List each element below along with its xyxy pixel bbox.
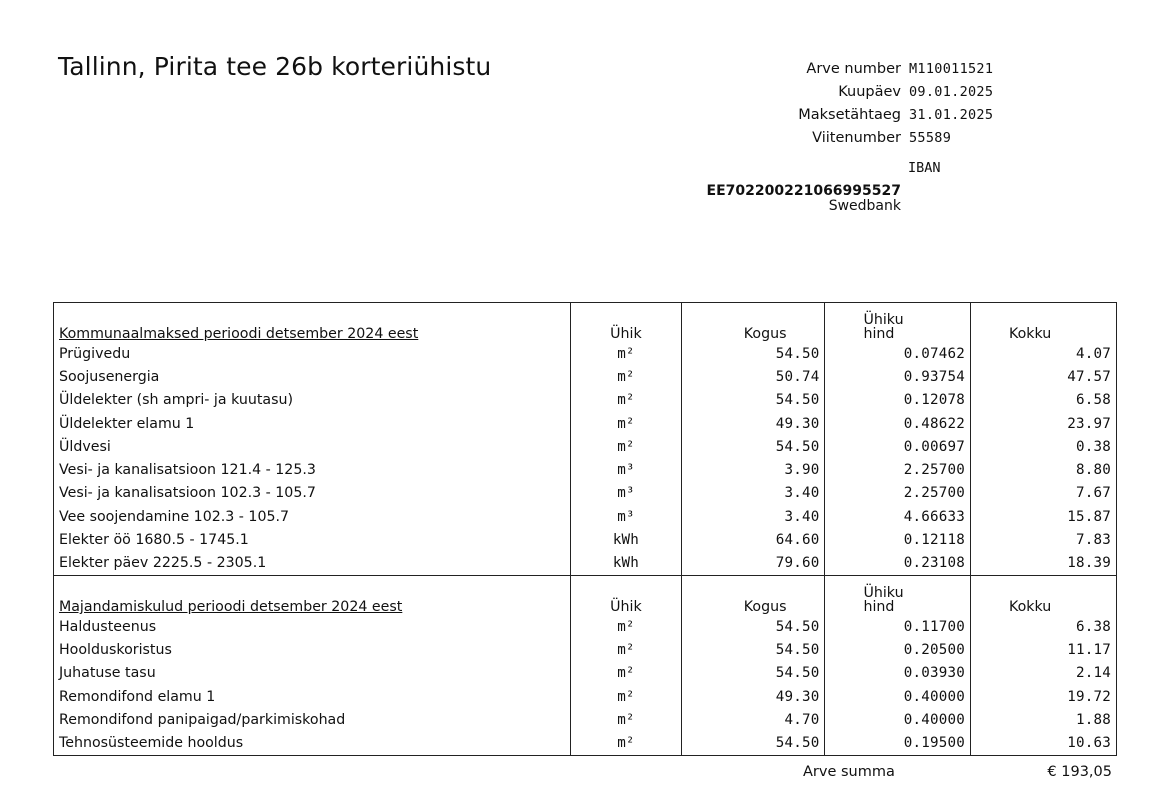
row-description: Tehnosüsteemide hooldus [54, 731, 571, 755]
row-quantity: 54.50 [681, 435, 825, 458]
meta-value: 55589 [909, 130, 952, 146]
table-row [54, 458, 1117, 481]
row-description: Haldusteenus [54, 615, 571, 638]
iban-number: EE702200221066995527 [706, 183, 901, 199]
table-row [54, 638, 1117, 661]
row-description: Elekter päev 2225.5 - 2305.1 [54, 552, 571, 576]
bank-name: Swedbank [828, 198, 901, 214]
row-total: 10.63 [970, 731, 1116, 755]
row-quantity: 54.50 [681, 638, 825, 661]
row-unit: m² [571, 731, 682, 755]
table-row [54, 685, 1117, 708]
row-description: Remondifond elamu 1 [54, 685, 571, 708]
row-total: 4.07 [970, 342, 1116, 365]
row-quantity: 3.90 [681, 458, 825, 481]
row-unit: m² [571, 638, 682, 661]
row-unit-price: 2.25700 [825, 482, 971, 505]
table-row [54, 662, 1117, 685]
row-unit-price: 0.07462 [825, 342, 971, 365]
meta-value: 31.01.2025 [909, 107, 994, 123]
row-unit: kWh [571, 528, 682, 551]
row-unit: m³ [571, 482, 682, 505]
row-unit: m³ [571, 458, 682, 481]
row-unit-price: 0.12118 [825, 528, 971, 551]
row-total: 18.39 [970, 552, 1116, 576]
row-unit: m² [571, 615, 682, 638]
column-header-total: Kokku [970, 303, 1116, 343]
row-description: Hoolduskoristus [54, 638, 571, 661]
meta-row-reference-number [700, 127, 1020, 150]
meta-label: Kuupäev [838, 84, 901, 100]
section-header-row [54, 575, 1117, 615]
row-description: Vee soojendamine 102.3 - 105.7 [54, 505, 571, 528]
table-row [54, 552, 1117, 576]
row-total: 23.97 [970, 412, 1116, 435]
column-header-unit-price [825, 303, 971, 343]
row-unit-price: 0.40000 [825, 685, 971, 708]
column-header-unit: Ühik [571, 303, 682, 343]
row-quantity: 49.30 [681, 685, 825, 708]
row-unit-price: 0.11700 [825, 615, 971, 638]
row-unit-price: 0.03930 [825, 662, 971, 685]
row-quantity: 79.60 [681, 552, 825, 576]
row-description: Vesi- ja kanalisatsioon 121.4 - 125.3 [54, 458, 571, 481]
meta-value: M110011521 [909, 61, 994, 77]
row-quantity: 54.50 [681, 731, 825, 755]
row-total: 7.67 [970, 482, 1116, 505]
row-description: Elekter öö 1680.5 - 1745.1 [54, 528, 571, 551]
invoice-title: Tallinn, Pirita tee 26b korteriühistu [58, 52, 492, 81]
section-title: Kommunaalmaksed perioodi detsember 2024 eest [54, 303, 571, 343]
row-quantity: 4.70 [681, 708, 825, 731]
row-unit: m² [571, 662, 682, 685]
table-row [54, 365, 1117, 388]
table-row [54, 708, 1117, 731]
unit-price-header-line1: Ühiku [863, 584, 904, 601]
column-header-quantity: Kogus [681, 303, 825, 343]
row-description: Remondifond panipaigad/parkimiskohad [54, 708, 571, 731]
table-row [54, 389, 1117, 412]
column-header-unit-price [825, 575, 971, 615]
row-total: 6.58 [970, 389, 1116, 412]
table-row [54, 435, 1117, 458]
column-header-quantity: Kogus [681, 575, 825, 615]
row-unit-price: 2.25700 [825, 458, 971, 481]
row-total: 11.17 [970, 638, 1116, 661]
row-unit: m² [571, 342, 682, 365]
row-total: 15.87 [970, 505, 1116, 528]
row-total: 6.38 [970, 615, 1116, 638]
meta-row-due-date [700, 104, 1020, 127]
row-description: Juhatuse tasu [54, 662, 571, 685]
row-quantity: 49.30 [681, 412, 825, 435]
section-header-row [54, 303, 1117, 343]
section-title: Majandamiskulud perioodi detsember 2024 eest [54, 575, 571, 615]
row-total: 0.38 [970, 435, 1116, 458]
row-unit-price: 0.12078 [825, 389, 971, 412]
meta-label: Viitenumber [812, 130, 901, 146]
row-unit-price: 0.19500 [825, 731, 971, 755]
row-description: Vesi- ja kanalisatsioon 102.3 - 105.7 [54, 482, 571, 505]
row-quantity: 54.50 [681, 342, 825, 365]
invoice-meta [700, 58, 1020, 150]
invoice-table [53, 302, 1117, 756]
row-unit-price: 0.00697 [825, 435, 971, 458]
row-unit: m³ [571, 505, 682, 528]
row-total: 2.14 [970, 662, 1116, 685]
row-unit-price: 0.23108 [825, 552, 971, 576]
row-quantity: 64.60 [681, 528, 825, 551]
row-total: 8.80 [970, 458, 1116, 481]
row-total: 47.57 [970, 365, 1116, 388]
row-description: Üldelekter (sh ampri- ja kuutasu) [54, 389, 571, 412]
row-unit-price: 0.93754 [825, 365, 971, 388]
table-row [54, 615, 1117, 638]
row-unit-price: 0.40000 [825, 708, 971, 731]
meta-label: Arve number [806, 61, 901, 77]
row-unit: m² [571, 685, 682, 708]
row-description: Üldelekter elamu 1 [54, 412, 571, 435]
row-unit: m² [571, 435, 682, 458]
row-unit-price: 4.66633 [825, 505, 971, 528]
table-row [54, 342, 1117, 365]
row-quantity: 54.50 [681, 615, 825, 638]
table-row [54, 505, 1117, 528]
row-quantity: 3.40 [681, 505, 825, 528]
row-quantity: 3.40 [681, 482, 825, 505]
unit-price-header-line1: Ühiku [863, 312, 904, 328]
row-total: 19.72 [970, 685, 1116, 708]
row-total: 7.83 [970, 528, 1116, 551]
row-unit: m² [571, 412, 682, 435]
row-unit-price: 0.48622 [825, 412, 971, 435]
meta-value: 09.01.2025 [909, 84, 994, 100]
table-row [54, 528, 1117, 551]
row-total: 1.88 [970, 708, 1116, 731]
column-header-unit: Ühik [571, 575, 682, 615]
row-unit: m² [571, 365, 682, 388]
iban-block [700, 184, 901, 214]
meta-row-invoice-number [700, 58, 1020, 81]
invoice-total-value: € 193,05 [1047, 764, 1112, 780]
column-header-total: Kokku [970, 575, 1116, 615]
table-row [54, 412, 1117, 435]
row-quantity: 54.50 [681, 662, 825, 685]
invoice-total-label: Arve summa [803, 764, 895, 780]
row-description: Üldvesi [54, 435, 571, 458]
row-unit-price: 0.20500 [825, 638, 971, 661]
row-description: Prügivedu [54, 342, 571, 365]
meta-row-date [700, 81, 1020, 104]
table-row [54, 482, 1117, 505]
unit-price-header-line2: hind [863, 598, 895, 615]
row-unit: m² [571, 708, 682, 731]
meta-label: Maksetähtaeg [798, 107, 901, 123]
row-quantity: 50.74 [681, 365, 825, 388]
row-description: Soojusenergia [54, 365, 571, 388]
unit-price-header-line2: hind [863, 326, 895, 342]
row-quantity: 54.50 [681, 389, 825, 412]
row-unit: kWh [571, 552, 682, 576]
iban-label: IBAN [908, 160, 941, 176]
row-unit: m² [571, 389, 682, 412]
table-row [54, 731, 1117, 755]
